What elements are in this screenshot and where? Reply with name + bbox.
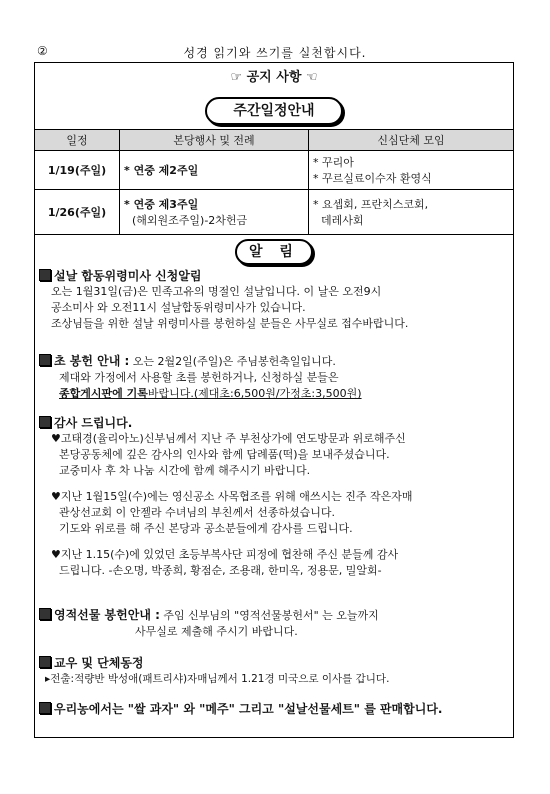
group-line: * 요셉회, 프란치스코회,: [313, 198, 429, 211]
section-line: 제대와 가정에서 사용할 초를 봉헌하거나, 신청하실 분들은: [59, 371, 339, 384]
section-thanks: [39, 415, 509, 579]
page-number: ②: [37, 44, 48, 58]
section-line: 주임 신부님의 "영적선물봉헌서" 는 오늘까지: [163, 609, 379, 622]
section-candle-offering: [39, 353, 509, 402]
section-title: 교우 및 단체동정: [54, 656, 144, 670]
section-title: 설날 합동위령미사 신청알림: [54, 269, 202, 283]
section-title: 감사 드립니다.: [54, 416, 133, 430]
page-motto: 성경 읽기와 쓰기를 실천합시다.: [183, 46, 367, 60]
group-line: * 꾸르실료이수자 환영식: [313, 172, 432, 185]
section-title: 영적선물 봉헌안내 :: [54, 608, 160, 622]
column-header: 일정: [35, 130, 120, 151]
thanks-line: 본당공동체에 깊은 감사의 인사와 함께 답례품(떡)을 보내주셨습니다.: [59, 448, 390, 461]
schedule-groups: [309, 151, 514, 190]
group-line: * 꾸리아: [313, 156, 354, 169]
thanks-line: ♥고태경(율리아노)신부님께서 지난 주 부천상가에 연도방문과 위로해주신: [51, 432, 406, 445]
checkbox-bullet-icon: [39, 269, 51, 281]
event-line: (해외원조주일)-2차헌금: [132, 214, 248, 227]
checkbox-bullet-icon: [39, 656, 51, 668]
thanks-line: 기도와 위로를 해 주신 본당과 공소분들에게 감사를 드립니다.: [59, 522, 353, 535]
table-row: [35, 151, 513, 190]
weekly-schedule-title: 주간일정안내: [205, 97, 343, 125]
thanks-line: ♥지난 1.15(수)에 있었던 초등부복사단 피정에 협찬해 주신 분들께 감사: [51, 548, 399, 561]
thanks-line: 드립니다. -손오명, 박종희, 황점순, 조용래, 한미옥, 정용문, 밀알회-: [59, 564, 382, 577]
checkbox-bullet-icon: [39, 608, 51, 620]
schedule-groups: [309, 190, 514, 235]
schedule-date: 1/19(주일): [35, 151, 120, 190]
bulletin-board-note: 종합게시판에 기록: [59, 387, 148, 400]
schedule-events: [120, 151, 309, 190]
event-line: * 연중 제3주일: [124, 198, 199, 211]
section-line: 오는 2월2일(주일)은 주님봉헌축일입니다.: [132, 355, 336, 368]
column-header: 본당행사 및 전례: [120, 130, 309, 151]
section-sale: [39, 701, 509, 717]
section-line: 공소미사 와 오전11시 설날합동위령미사가 있습니다.: [51, 301, 306, 314]
notice-heading: ☞ 공지 사항 ☜: [230, 70, 318, 85]
section-line: 바랍니다.(제대초:6,500원/가정초:3,500원): [147, 387, 362, 400]
section-line: ▸전출:적량반 박성애(패트리샤)자매님께서 1.21경 미국으로 이사를 갑니다.: [45, 673, 390, 685]
section-title: 초 봉헌 안내 :: [54, 354, 130, 368]
section-lunar-memorial: [39, 268, 509, 332]
news-title: 알 림: [235, 239, 313, 265]
thanks-line: ♥지난 1월15일(수)에는 영신공소 사목협조를 위해 애쓰시는 진주 작은자매: [51, 490, 413, 503]
section-line: 사무실로 제출해 주시기 바랍니다.: [135, 625, 298, 638]
group-line: 데레사회: [321, 214, 364, 227]
thanks-line: 관상선교회 이 안젤라 수녀님의 부친께서 선종하셨습니다.: [59, 506, 336, 519]
weekly-schedule-table: [35, 129, 513, 235]
checkbox-bullet-icon: [39, 416, 51, 428]
section-line: 조상님들을 위한 설날 위령미사를 봉헌하실 분들은 사무실로 접수바랍니다.: [51, 317, 409, 330]
table-row: [35, 190, 513, 235]
event-line: * 연중 제2주일: [124, 164, 199, 177]
section-spiritual-gift: [39, 607, 509, 640]
schedule-date: 1/26(주일): [35, 190, 120, 235]
schedule-events: [120, 190, 309, 235]
checkbox-bullet-icon: [39, 354, 51, 366]
checkbox-bullet-icon: [39, 702, 51, 714]
section-line: 우리농에서는 "쌀 과자" 와 "메주" 그리고 "설날선물세트" 를 판매합니다.: [54, 702, 443, 716]
thanks-line: 교중미사 후 차 나눔 시간에 함께 해주시기 바랍니다.: [59, 464, 311, 477]
column-header: 신심단체 모임: [309, 130, 514, 151]
section-line: 오는 1월31일(금)은 민족고유의 명절인 설날입니다. 이 날은 오전9시: [51, 285, 382, 298]
bulletin-frame: [34, 62, 514, 738]
table-header-row: [35, 130, 513, 151]
section-parish-news: [39, 655, 509, 687]
